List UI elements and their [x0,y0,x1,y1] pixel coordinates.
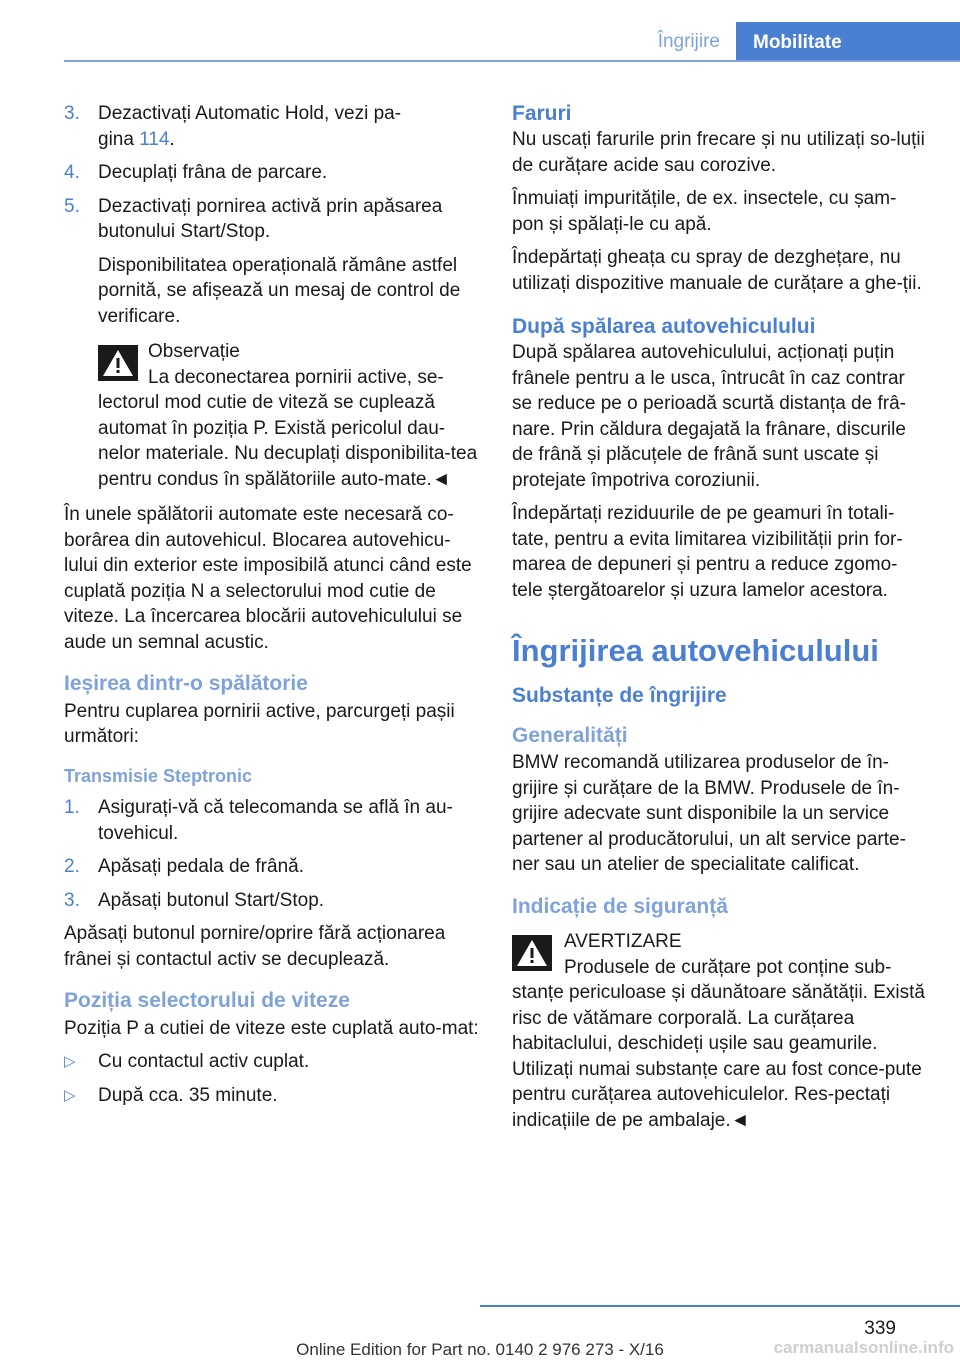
note-title: Observație [148,341,240,362]
warning-triangle-icon [98,345,138,381]
heading-general: Generalități [512,723,628,747]
section-label: Îngrijire [657,31,720,52]
step-detail: Disponibilitatea operațională rămâne astfel pornită, se afișează un mesaj de control de verificare. [98,254,461,327]
list-item: 1. Asigurați-vă că telecomanda se află în au‐tovehicul. [64,797,453,844]
list-item: ▷ Cu contactul activ cuplat. [64,1049,480,1075]
list-item: 3. Apăsați butonul Start/Stop. [64,889,325,911]
watermark: carmanualsonline.info [773,1338,954,1357]
right-column [512,101,928,1133]
warning-title: AVERTIZARE [564,931,682,952]
note-line: La deconectarea pornirii active, se‐ [148,366,444,388]
paragraph: Poziția P a cutiei de viteze este cuplată auto‐mat: [64,1017,479,1039]
heading-safety: Indicație de siguranță [512,894,728,918]
list-item: 3. Dezactivați Automatic Hold, vezi pa‐ gina 114. [64,103,402,150]
heading-faruri: Faruri [512,102,572,125]
chapter-tab[interactable]: Mobilitate [736,22,960,62]
paragraph: În unele spălătorii automate este necesară co‐borârea din autovehicul. Blocarea autovehicu‐lului din exterior este imposibilă atunci când este cuplată poziția N a selectorului mod cutie de viteze. La încercarea blocării autovehiculului se aude un semnal acustic. [64,504,472,653]
list-item: 4. Decuplați frâna de parcare. [64,162,328,183]
page-number: 339 [864,1318,896,1339]
left-column [64,101,480,1116]
page-link[interactable]: 114 [139,128,170,150]
list-item: 2. Apăsați pedala de frână. [64,856,304,877]
warning-box [512,929,928,1133]
paragraph: Nu uscați farurile prin frecare și nu utilizați so‐luții de curățare acide sau corozive. [512,129,925,176]
paragraph: Îndepărtați gheața cu spray de dezghețare, nu utilizați dispozitive manuale de curățare a ghe‐ții. [512,247,922,294]
heading-care-products: Substanțe de îngrijire [512,684,727,707]
heading-vehicle-care: Îngrijirea autovehiculului [512,633,879,668]
heading-after-wash: După spălarea autovehiculului [512,315,816,338]
heading-steptronic: Transmisie Steptronic [64,765,253,786]
heading-exit: Ieșirea dintr-o spălătorie [64,672,308,695]
warning-line: Produsele de curățare pot conține sub‐ [564,956,892,978]
warning-text: stanțe periculoase și dăunătoare sănătății. Există risc de vătămare corporală. La curățarea habitaclului, deschideți ușile sau geamurile. Utilizați numai substanțe care au fost conce‐pute pentru curățarea autovehiculelor. Res‐pectați indicațiile de pe ambalaje.◄ [512,982,925,1131]
bullet-triangle-icon: ▷ [64,1086,76,1104]
list-item: 5. Dezactivați pornirea activă prin apăsarea butonului Start/Stop. [64,195,443,242]
warning-triangle-icon [512,935,552,971]
header-rule [64,60,960,62]
paragraph: BMW recomandă utilizarea produselor de în‐grijire și curățare de la BMW. Produsele de în‐grijire adecvate sunt disponibile la un service partener al producătorului, un alt service parte‐ner sau un atelier de specialitate calificat. [512,752,906,875]
bullet-triangle-icon: ▷ [64,1053,76,1070]
paragraph: Pentru cuplarea pornirii active, parcurgeți pașii următori: [64,700,455,747]
paragraph: Îndepărtați reziduurile de pe geamuri în totali‐tate, pentru a evita limitarea vizibilității prin for‐marea de depuneri și pentru a reduce zgomo‐tele ștergătoarelor și uzura lamelor acestora. [512,503,903,601]
page-header [0,0,960,62]
paragraph: După spălarea autovehiculului, acționați puțin frânele pentru a le usca, întrucât în caz contrar se reduce pe o perioadă scurtă distanța de frâ‐nare. Prin căldura degajată la frânare, discurile de frână și plăcuțele de frână sunt uscate și protejate împotriva coroziunii. [512,342,906,491]
list-item: ▷ După cca. 35 minute. [64,1083,480,1109]
paragraph: Înmuiați impuritățile, de ex. insectele, cu șam‐pon și spălați-le cu apă. [512,188,897,235]
footer-rule [480,1305,960,1307]
note-text: lectorul mod cutie de viteză se cuplează automat în poziția P. Există pericolul dau‐nelor materiale. Nu decuplați disponibilita‐tea pentru condus în spălătoriile auto‐mate.◄ [98,392,478,490]
footer-edition: Online Edition for Part no. 0140 2 976 273 - X/16 [296,1340,664,1359]
heading-selector: Poziția selectorului de viteze [64,989,350,1012]
note-box [64,339,480,492]
paragraph: Apăsați butonul pornire/oprire fără acționarea frânei și contactul activ se decuplează. [64,923,446,970]
